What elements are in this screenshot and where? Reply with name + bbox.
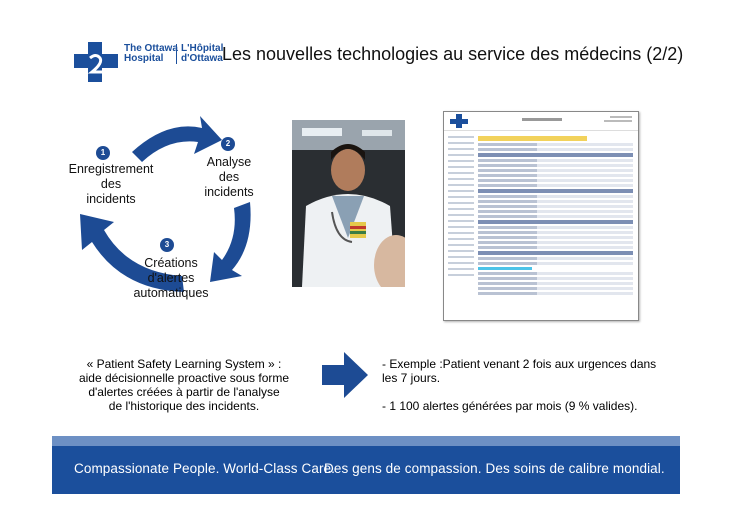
example-bullets	[382, 357, 672, 427]
doctor-photo	[292, 120, 405, 287]
footer-accent-band	[52, 436, 680, 446]
bullet-example: - Exemple :Patient venant 2 fois aux urgences dans les 7 jours.	[382, 357, 657, 385]
cycle-arrow-right-icon	[210, 202, 251, 282]
mini-logo-icon	[450, 114, 470, 128]
logo-text-fr: L'Hôpital d'Ottawa	[176, 44, 223, 64]
stage-2-badge: 2	[221, 137, 235, 151]
footer-tagline-fr: Des gens de compassion. Des soins de calibre mondial.	[324, 461, 665, 476]
slide	[52, 24, 684, 494]
hospital-logo-icon	[74, 42, 118, 82]
footer-tagline-en: Compassionate People. World-Class Care.	[74, 461, 336, 476]
stage-3-label: Créations d'alertes automatiques	[133, 256, 209, 300]
system-description: « Patient Safety Learning System » : aide décisionnelle proactive sous forme d'alertes créées à partir de l'analyse de l'historique des incidents.	[78, 357, 290, 413]
footer-band	[52, 446, 680, 494]
arrow-right-icon	[322, 350, 368, 400]
logo-text-en: The Ottawa Hospital	[124, 43, 178, 64]
stage-1-label: Enregistrement des incidents	[68, 162, 154, 206]
psls-form-screenshot	[443, 111, 639, 321]
bullet-alerts: - 1 100 alertes générées par mois (9 % valides).	[382, 399, 638, 413]
slide-title: Les nouvelles technologies au service des médecins (2/2)	[222, 44, 684, 64]
stage-2-label: Analyse des incidents	[204, 155, 254, 199]
stage-1-badge: 1	[96, 146, 110, 160]
stage-3-badge: 3	[160, 238, 174, 252]
